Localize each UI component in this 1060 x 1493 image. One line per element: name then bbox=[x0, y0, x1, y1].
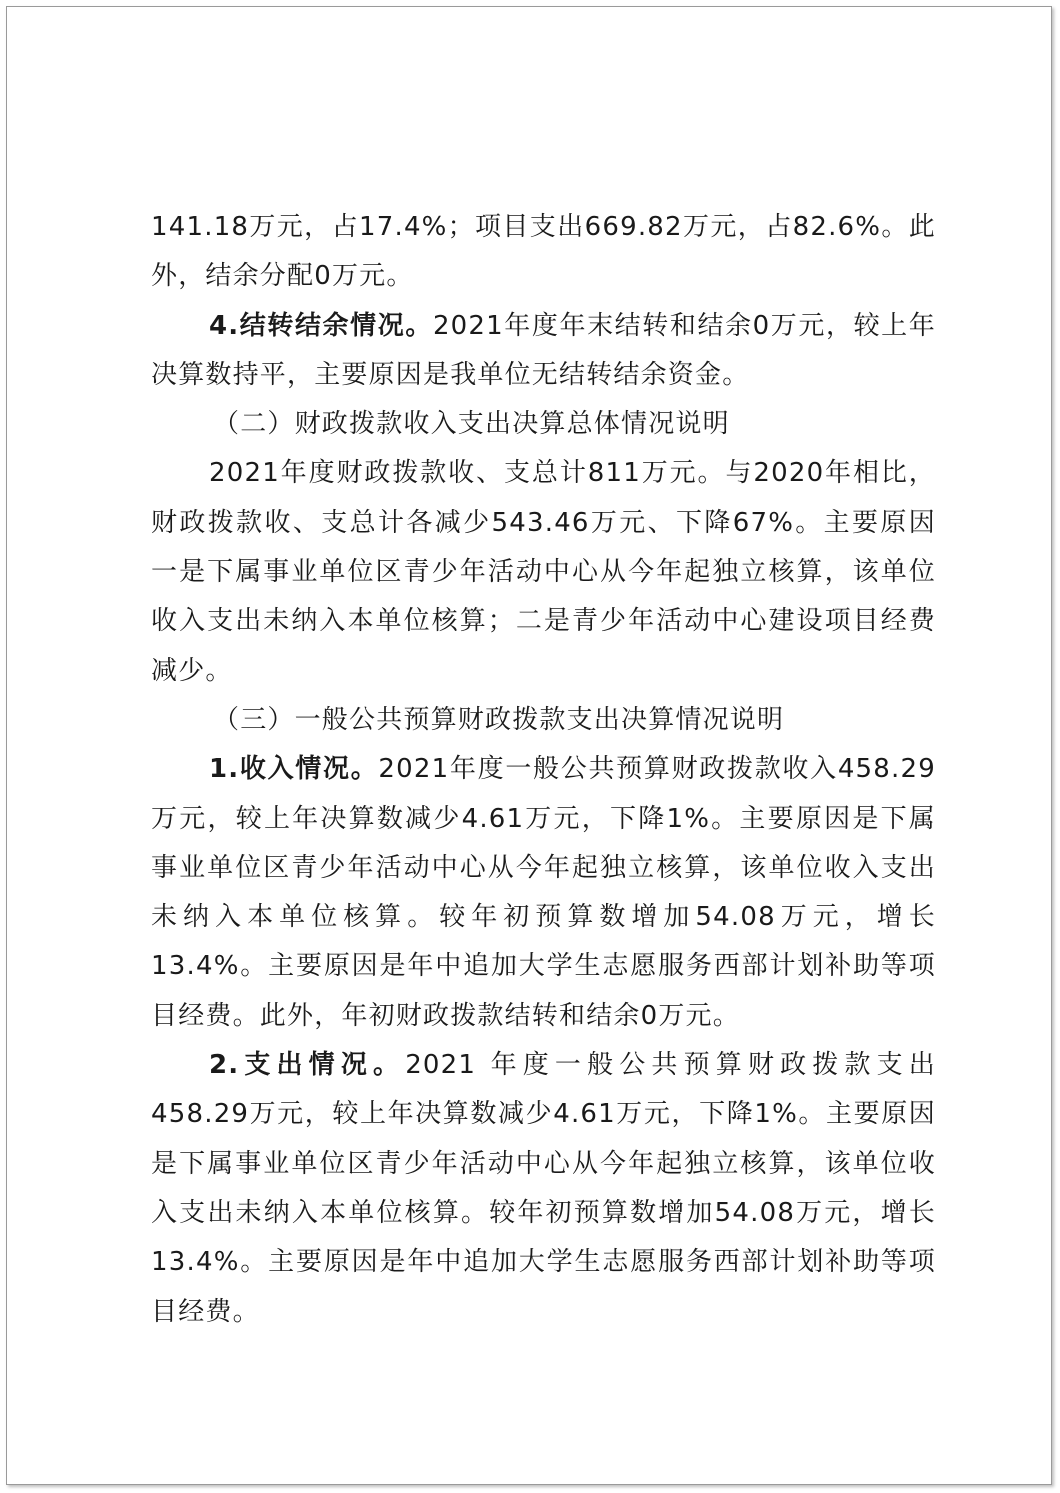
paragraph-fiscal-total bbox=[151, 449, 936, 695]
document-page bbox=[6, 6, 1052, 1485]
paragraph-text: 2021年度一般公共预算财政拨款收入458.29万元，较上年决算数减少4.61万元，下降1%。主要原因是下属事业单位区青少年活动中心从今年起独立核算，该单位收入支出未纳入本单位核算。较年初预算数增加54.08万元，增长13.4%。主要原因是年中追加大学生志愿服务西部计划补助等项目经费。此外，年初财政拨款结转和结余0万元。 bbox=[151, 754, 936, 1031]
paragraph-carryover bbox=[151, 302, 936, 401]
paragraph-income bbox=[151, 745, 936, 1041]
paragraph-text: 141.18万元，占17.4%；项目支出669.82万元，占82.6%。此外，结余分配0万元。 bbox=[151, 212, 936, 292]
paragraph-expenditure bbox=[151, 1041, 936, 1337]
paragraph-expenditure-summary bbox=[151, 203, 936, 302]
section-heading-general-budget: （三）一般公共预算财政拨款支出决算情况说明 bbox=[213, 704, 785, 735]
paragraph-lead: 4.结转结余情况。 bbox=[209, 310, 433, 341]
document-body bbox=[151, 203, 936, 1337]
paragraph-text: 2021 年度一般公共预算财政拨款支出 458.29万元，较上年决算数减少4.61万元，下降1%。主要原因是下属事业单位区青少年活动中心从今年起独立核算，该单位收入支出未纳入本单位核算。较年初预算数增加54.08万元，增长13.4%。主要原因是年中追加大学生志愿服务西部计划补助等项目经费。 bbox=[151, 1050, 936, 1327]
paragraph-lead: 1.收入情况。 bbox=[209, 754, 379, 785]
paragraph-text: 2021年度年末结转和结余0万元，较上年决算数持平，主要原因是我单位无结转结余资金。 bbox=[151, 310, 936, 390]
paragraph-text: 2021年度财政拨款收、支总计811万元。与2020年相比，财政拨款收、支总计各减少543.46万元、下降67%。主要原因一是下属事业单位区青少年活动中心从今年起独立核算，该单位收入支出未纳入本单位核算；二是青少年活动中心建设项目经费减少。 bbox=[151, 458, 936, 686]
paragraph-lead: 2.支出情况。 bbox=[209, 1050, 406, 1081]
section-heading-fiscal-overall: （二）财政拨款收入支出决算总体情况说明 bbox=[213, 409, 730, 440]
